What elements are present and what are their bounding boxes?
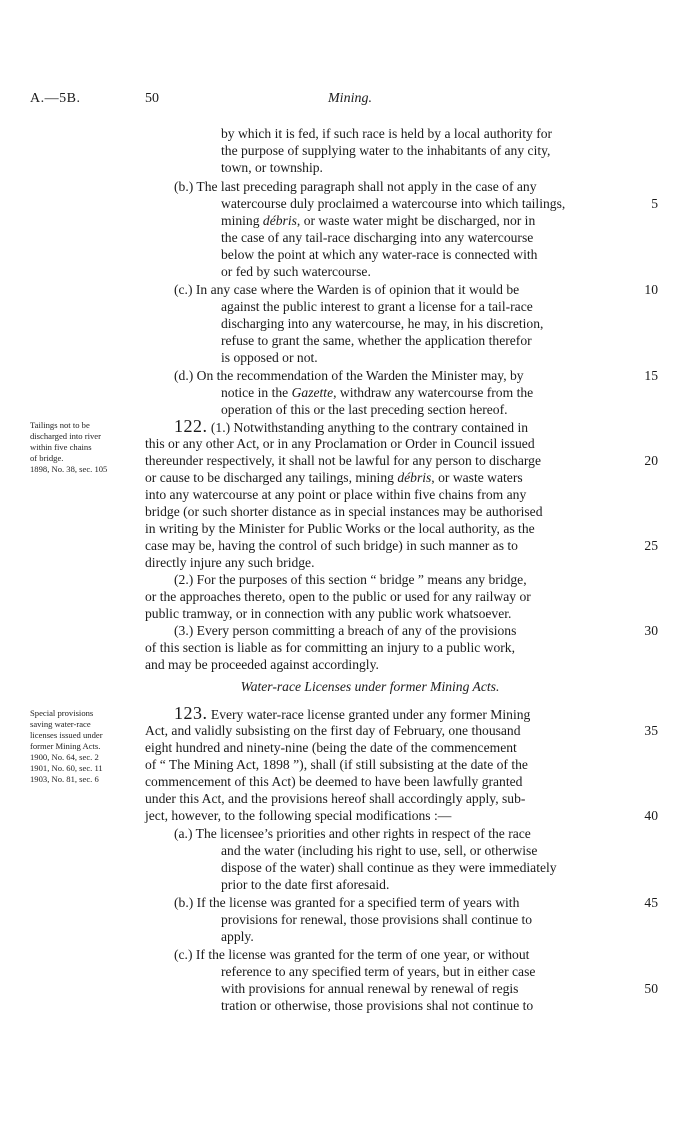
- margin-note-line: former Mining Acts.: [30, 741, 101, 751]
- page-title: Mining.: [328, 91, 372, 106]
- line-number: 10: [644, 282, 658, 297]
- margin-note-line: Special provisions: [30, 708, 94, 718]
- margin-note-line: 1898, No. 38, sec. 105: [30, 464, 108, 474]
- line-number: 30: [644, 623, 658, 638]
- line-number: 35: [644, 723, 658, 738]
- margin-note-line: Tailings not to be: [30, 420, 90, 430]
- text-line: (d.) On the recommendation of the Warden the Minister may, by: [174, 368, 524, 383]
- text-line: into any watercourse at any point or place within five chains from any: [145, 487, 527, 502]
- text-line: 122. (1.) Notwithstanding anything to the contrary contained in: [174, 416, 529, 436]
- margin-note-line: within five chains: [30, 442, 92, 452]
- text-line: (a.) The licensee’s priorities and other rights in respect of the race: [174, 826, 531, 841]
- line-number: 45: [644, 895, 658, 910]
- line-number: 5: [651, 196, 658, 211]
- text-line: with provisions for annual renewal by renewal of regis: [221, 981, 519, 996]
- margin-note-line: saving water-race: [30, 719, 91, 729]
- text-line: directly injure any such bridge.: [145, 555, 315, 570]
- text-line: discharging into any watercourse, he may, in his discretion,: [221, 316, 544, 331]
- text-line: prior to the date first aforesaid.: [221, 877, 390, 892]
- text-line: in writing by the Minister for Public Works or the local authority, as the: [145, 521, 535, 536]
- text-line: mining débris, or waste water might be discharged, nor in: [221, 213, 536, 228]
- text-line: the case of any tail-race discharging into any watercourse: [221, 230, 534, 245]
- line-number: 40: [644, 808, 658, 823]
- margin-note-line: 1901, No. 60, sec. 11: [30, 763, 103, 773]
- text-line: tration or otherwise, those provisions shal not continue to: [221, 998, 534, 1013]
- text-line: apply.: [221, 929, 254, 944]
- text-line: or the approaches thereto, open to the public or used for any railway or: [145, 589, 531, 604]
- text-line: case may be, having the control of such bridge) in such manner as to: [145, 538, 518, 553]
- margin-note-line: licenses issued under: [30, 730, 103, 740]
- text-line: the purpose of supplying water to the inhabitants of any city,: [221, 143, 551, 158]
- text-line: 123. Every water-race license granted under any former Mining: [174, 703, 531, 723]
- text-line: public tramway, or in connection with any public work whatsoever.: [145, 606, 512, 621]
- text-line: Act, and validly subsisting on the first day of February, one thousand: [145, 723, 521, 738]
- text-line: (c.) In any case where the Warden is of opinion that it would be: [174, 282, 520, 297]
- line-number: 20: [644, 453, 658, 468]
- text-line: is opposed or not.: [221, 350, 318, 365]
- text-line: (3.) Every person committing a breach of any of the provisions: [174, 623, 517, 638]
- text-line: reference to any specified term of years, but in either case: [221, 964, 536, 979]
- text-line: by which it is fed, if such race is held by a local authority for: [221, 126, 553, 141]
- text-line: watercourse duly proclaimed a watercourse into which tailings,: [221, 196, 566, 211]
- text-line: refuse to grant the same, whether the application therefor: [221, 333, 532, 348]
- text-line: or cause to be discharged any tailings, mining débris, or waste waters: [145, 470, 523, 485]
- text-line: (b.) If the license was granted for a specified term of years with: [174, 895, 520, 910]
- text-line: dispose of the water) shall continue as they were immediately: [221, 860, 557, 875]
- text-line: bridge (or such shorter distance as in special instances may be authorised: [145, 504, 543, 519]
- text-line: notice in the Gazette, withdraw any watercourse from the: [221, 385, 534, 400]
- text-line: town, or township.: [221, 160, 323, 175]
- page-number: 50: [145, 91, 159, 106]
- text-line: and the water (including his right to use, sell, or otherwise: [221, 843, 538, 858]
- text-line: commencement of this Act) be deemed to have been lawfully granted: [145, 774, 523, 789]
- text-line: against the public interest to grant a license for a tail-race: [221, 299, 533, 314]
- text-line: below the point at which any water-race is connected with: [221, 247, 538, 262]
- text-line: (2.) For the purposes of this section “ bridge ” means any bridge,: [174, 572, 527, 587]
- line-number: 50: [644, 981, 658, 996]
- line-number: 25: [644, 538, 658, 553]
- text-line: and may be proceeded against accordingly.: [145, 657, 379, 672]
- text-line: operation of this or the last preceding section hereof.: [221, 402, 508, 417]
- margin-note-line: discharged into river: [30, 431, 101, 441]
- margin-note-line: 1900, No. 64, sec. 2: [30, 752, 99, 762]
- text-line: (b.) The last preceding paragraph shall not apply in the case of any: [174, 179, 537, 194]
- line-number: 15: [644, 368, 658, 383]
- text-line: thereunder respectively, it shall not be lawful for any person to discharge: [145, 453, 541, 468]
- text-line: provisions for renewal, those provisions shall continue to: [221, 912, 533, 927]
- text-line: of this section is liable as for committing an injury to a public work,: [145, 640, 515, 655]
- text-line: (c.) If the license was granted for the term of one year, or without: [174, 947, 530, 962]
- text-line: or fed by such watercourse.: [221, 264, 371, 279]
- margin-note-line: of bridge.: [30, 453, 64, 463]
- header-reference: A.—5B.: [30, 91, 81, 106]
- text-line: under this Act, and the provisions hereof shall accordingly apply, sub-: [145, 791, 526, 806]
- section-heading: Water-race Licenses under former Mining Acts.: [240, 679, 500, 694]
- margin-note-line: 1903, No. 81, sec. 6: [30, 774, 99, 784]
- text-line: ject, however, to the following special modifications :—: [145, 808, 452, 823]
- text-line: this or any other Act, or in any Proclamation or Order in Council issued: [145, 436, 535, 451]
- text-line: of “ The Mining Act, 1898 ”), shall (if still subsisting at the date of the: [145, 757, 528, 772]
- text-line: eight hundred and ninety-nine (being the date of the commencement: [145, 740, 517, 755]
